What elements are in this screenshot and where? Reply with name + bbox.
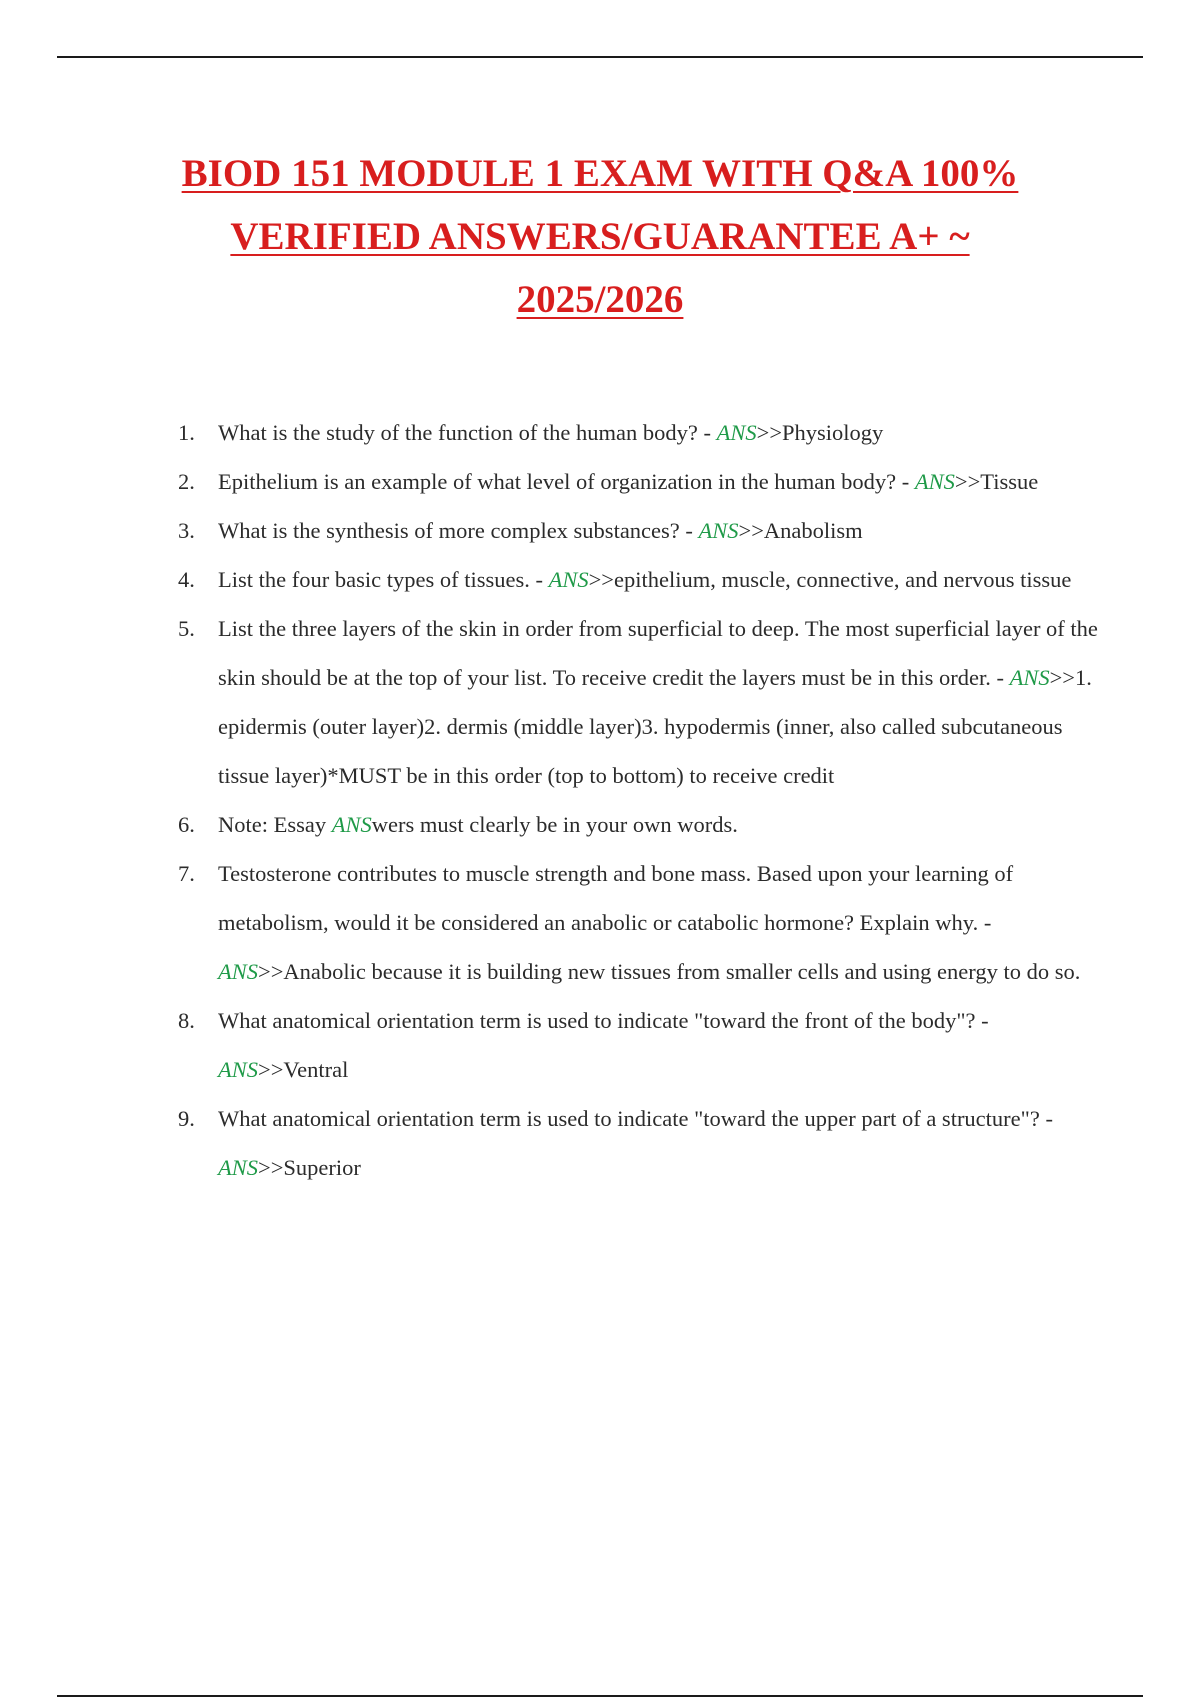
question-number: 5. [178,616,195,641]
question-item-7 [178,849,1098,996]
answer-text: >>Physiology [756,420,884,445]
answer-text: >>epithelium, muscle, connective, and nervous tissue [588,567,1072,592]
question-text: Note: Essay [218,812,332,837]
question-number: 7. [178,861,195,886]
question-item-9 [178,1094,1098,1192]
ans-marker: ANS [716,420,757,445]
question-text: Epithelium is an example of what level of organization in the human body? - [218,469,915,494]
question-text: What anatomical orientation term is used to indicate "toward the upper part of a structure"? - [218,1106,1053,1131]
ans-marker: ANS [331,812,372,837]
question-number: 1. [178,420,195,445]
ans-marker: ANS [548,567,589,592]
answer-text: >>Superior [258,1155,361,1180]
title-line-2: VERIFIED ANSWERS/GUARANTEE A+ ~ [230,215,970,258]
question-number: 3. [178,518,195,543]
question-number: 9. [178,1106,195,1131]
ans-marker: ANS [218,959,259,984]
ans-marker: ANS [218,1057,259,1082]
answer-text: >>Anabolic because it is building new tissues from smaller cells and using energy to do so. [258,959,1081,984]
ans-marker: ANS [698,518,739,543]
document-title [100,142,1100,331]
question-item-2 [178,457,1098,506]
question-list [178,408,1098,1192]
question-number: 2. [178,469,195,494]
question-text: Testosterone contributes to muscle strength and bone mass. Based upon your learning of metabolism, would it be considered an anabolic or catabolic hormone? Explain why. - [218,861,1014,935]
question-text: What is the synthesis of more complex substances? - [218,518,699,543]
question-item-4 [178,555,1098,604]
question-text: What is the study of the function of the human body? - [218,420,717,445]
question-item-1 [178,408,1098,457]
question-item-8 [178,996,1098,1094]
ans-marker: ANS [218,1155,259,1180]
answer-text: >>Ventral [258,1057,349,1082]
bottom-rule [57,1695,1143,1697]
answer-text: >>Tissue [954,469,1039,494]
question-item-6 [178,800,1098,849]
ans-marker: ANS [914,469,955,494]
answer-text: >>Anabolism [738,518,863,543]
question-item-5 [178,604,1098,800]
question-text: List the four basic types of tissues. - [218,567,549,592]
question-text: List the three layers of the skin in order from superficial to deep. The most superficial layer of the skin should be at the top of your list. To receive credit the layers must be in this order. - [218,616,1098,690]
answer-text: >>1. epidermis (outer layer)2. dermis (middle layer)3. hypodermis (inner, also called subcutaneous tissue layer)*MUST be in this order (top to bottom) to receive credit [218,665,1092,788]
question-item-3 [178,506,1098,555]
title-line-1: BIOD 151 MODULE 1 EXAM WITH Q&A 100% [181,152,1019,195]
question-number: 8. [178,1008,195,1033]
question-number: 6. [178,812,195,837]
title-line-3: 2025/2026 [516,278,684,321]
answer-text: wers must clearly be in your own words. [371,812,738,837]
question-text: What anatomical orientation term is used to indicate "toward the front of the body"? - [218,1008,989,1033]
question-number: 4. [178,567,195,592]
top-rule [57,56,1143,58]
ans-marker: ANS [1009,665,1050,690]
